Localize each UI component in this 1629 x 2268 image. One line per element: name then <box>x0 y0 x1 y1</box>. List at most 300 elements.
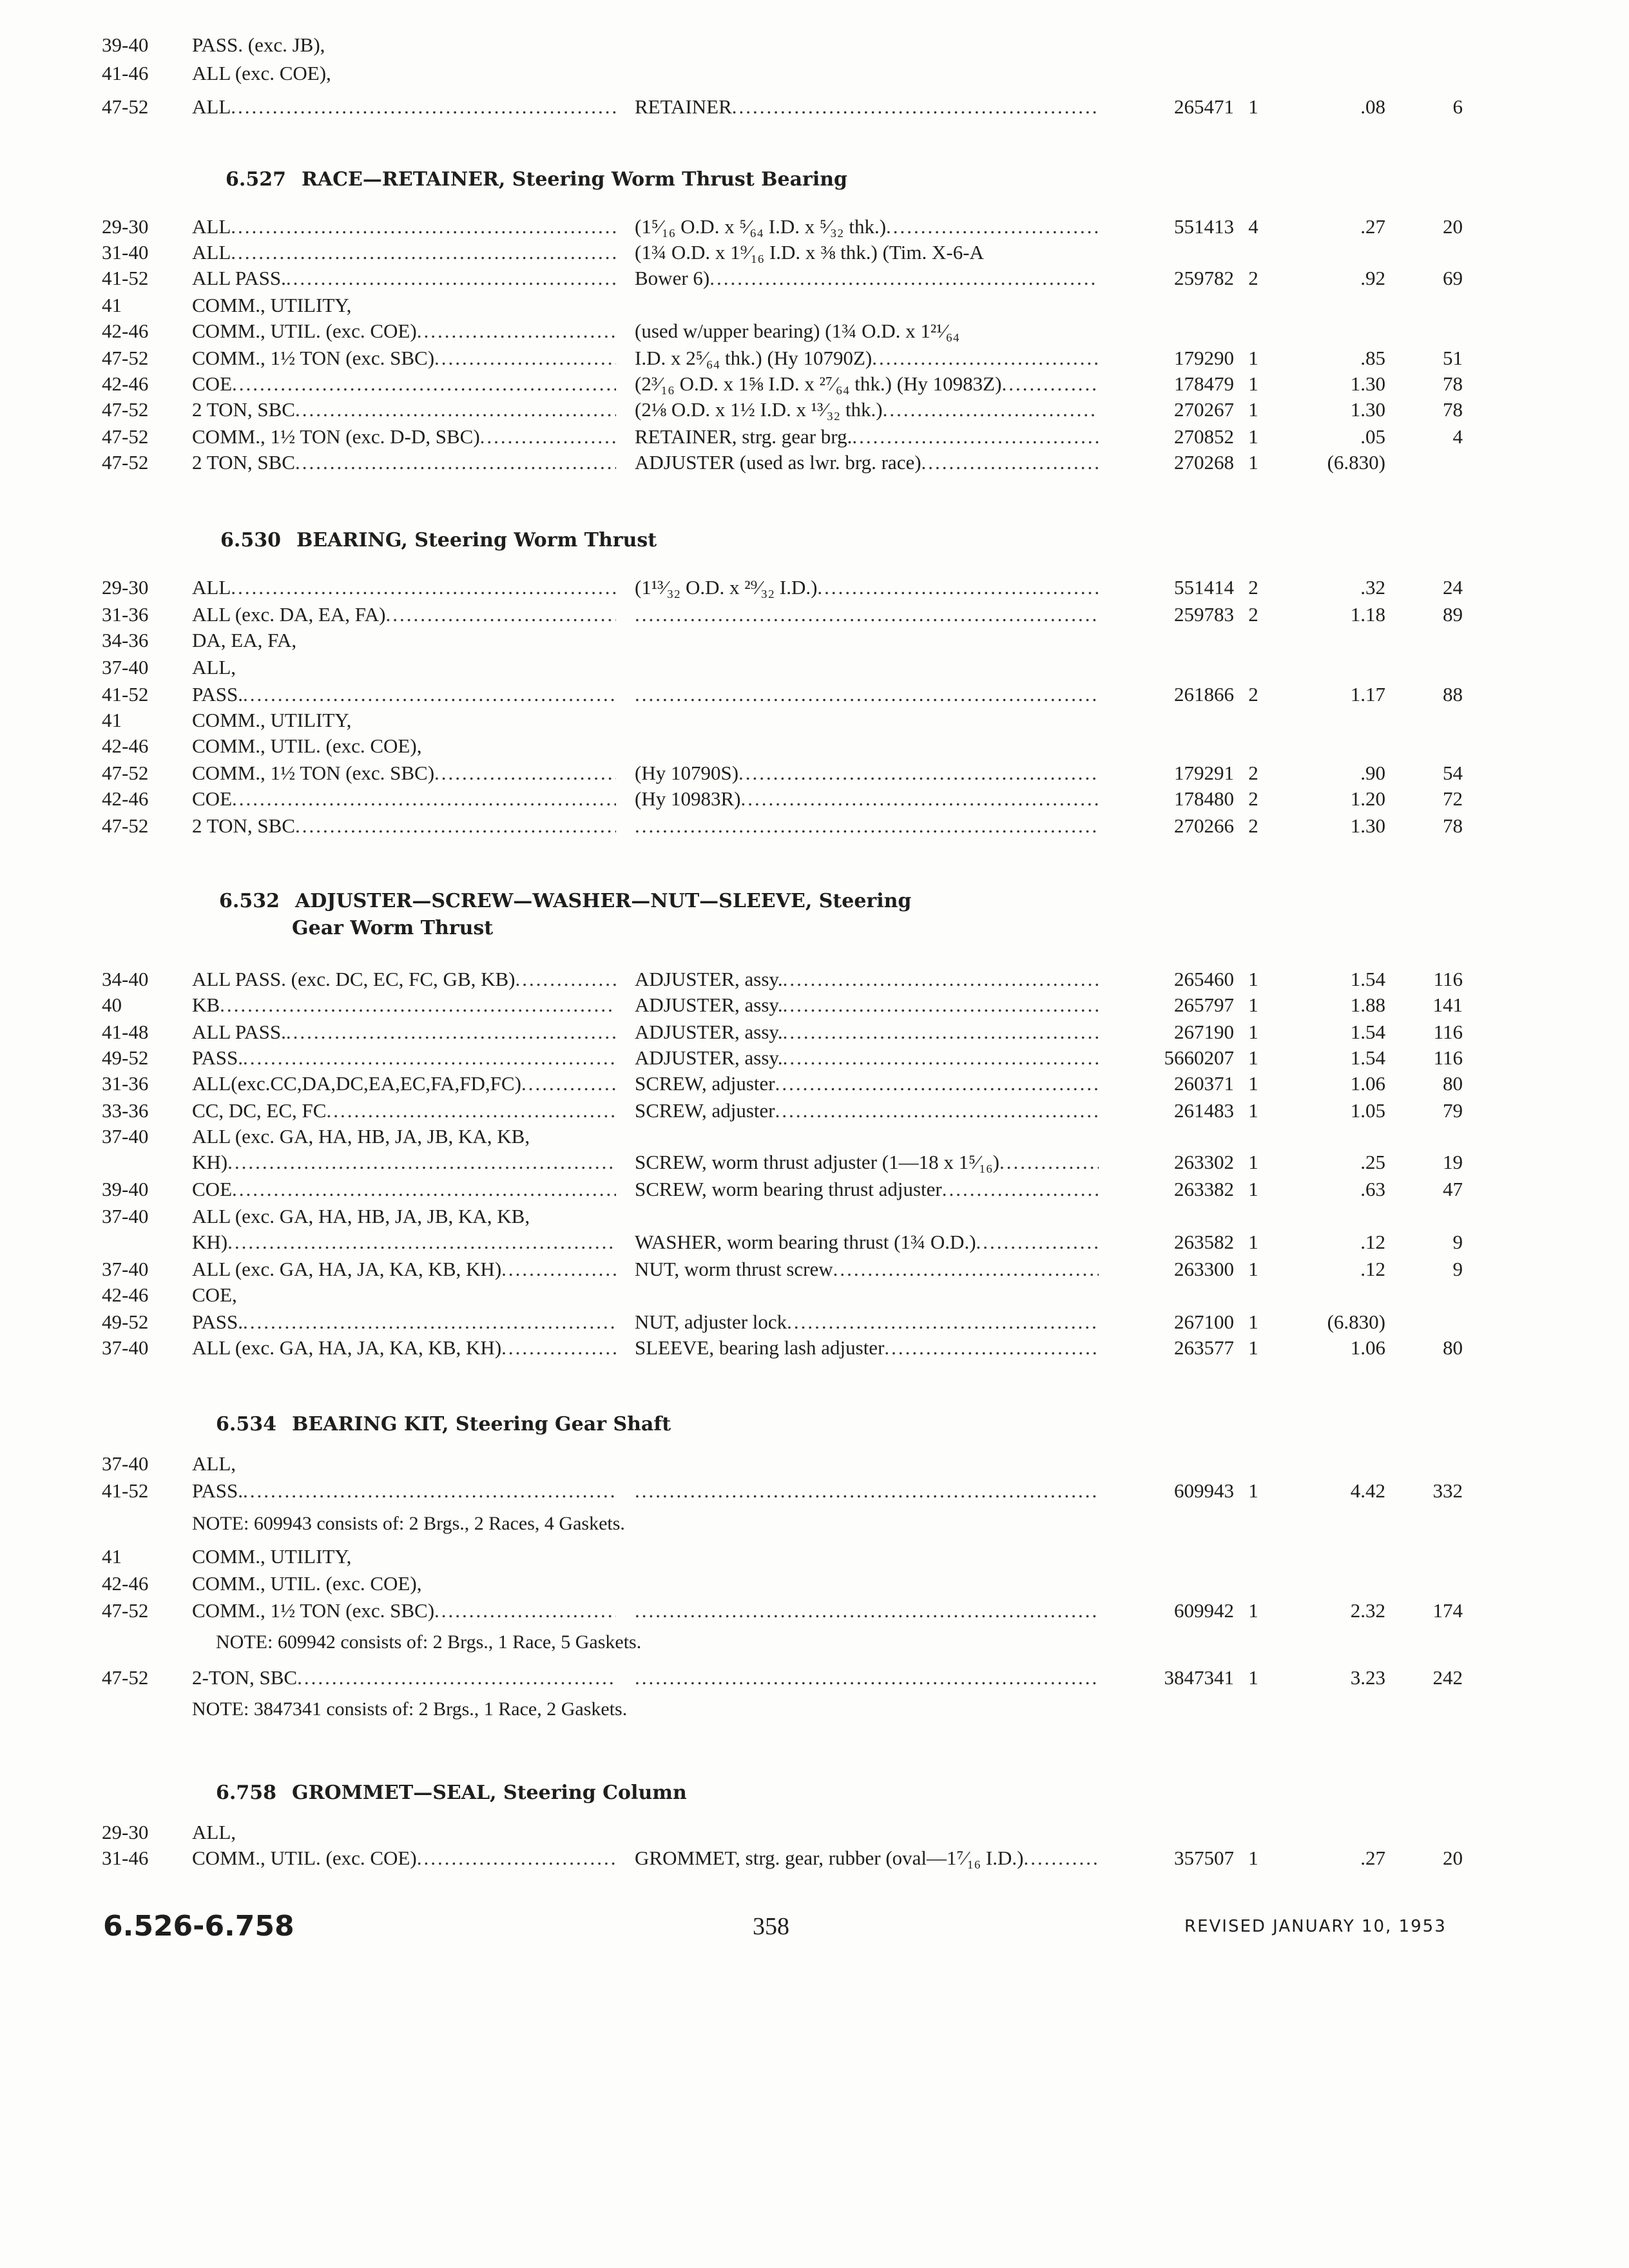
quantity: 1 <box>1248 1479 1258 1502</box>
table-row <box>0 1255 1629 1283</box>
model-years: 40 <box>102 994 122 1016</box>
quantity: 2 <box>1248 603 1258 626</box>
weight: 80 <box>1443 1072 1463 1095</box>
list-price: .27 <box>1360 1847 1385 1869</box>
list-price: 1.05 <box>1350 1099 1385 1122</box>
model-years: 42-46 <box>102 787 149 810</box>
list-price: 1.30 <box>1350 814 1385 837</box>
model-applicability: ALL PASS. ..... <box>192 264 616 293</box>
model-applicability: COMM., UTILITY, <box>192 709 352 731</box>
part-description: I.D. x 2⁵⁄₆₄ thk.) (Hy 10790Z) ..... <box>635 344 1099 372</box>
section-title: RACE—RETAINER, Steering Worm Thrust Bearing <box>301 168 847 191</box>
weight: 6 <box>1452 95 1463 118</box>
model-years: 37-40 <box>102 1336 149 1359</box>
quantity: 1 <box>1248 1151 1258 1173</box>
part-number: 263302 <box>1174 1151 1234 1173</box>
list-price: .12 <box>1360 1231 1385 1253</box>
weight: 9 <box>1452 1231 1463 1253</box>
part-description: SLEEVE, bearing lash adjuster ..... <box>635 1334 1099 1362</box>
table-row <box>0 1044 1629 1072</box>
part-number: 270266 <box>1174 814 1234 837</box>
table-row <box>0 1844 1629 1872</box>
quantity: 1 <box>1248 451 1258 474</box>
table-row <box>0 1175 1629 1204</box>
model-years: 41-52 <box>102 1479 149 1502</box>
table-row <box>0 785 1629 813</box>
part-number: 263582 <box>1174 1231 1234 1253</box>
part-number: 263382 <box>1174 1178 1234 1200</box>
list-price: 1.30 <box>1350 398 1385 421</box>
part-description: (Hy 10983R) ..... <box>635 785 1099 813</box>
model-applicability: 2 TON, SBC ..... <box>192 396 616 424</box>
list-price: 3.23 <box>1350 1666 1385 1689</box>
list-price: .90 <box>1360 762 1385 784</box>
part-description: WASHER, worm bearing thrust (1¾ O.D.) ..... <box>635 1228 1099 1256</box>
model-applicability: COMM., UTILITY, <box>192 294 352 316</box>
model-years: 47-52 <box>102 347 149 369</box>
list-price: 1.54 <box>1350 968 1385 990</box>
model-years: 49-52 <box>102 1311 149 1333</box>
weight: 24 <box>1443 576 1463 599</box>
part-number: 267100 <box>1174 1311 1234 1333</box>
table-row <box>0 317 1629 345</box>
table-row <box>0 680 1629 709</box>
model-applicability: ALL(exc.CC,DA,DC,EA,EC,FA,FD,FC) ..... <box>192 1070 616 1098</box>
table-row <box>0 264 1629 293</box>
list-price: .08 <box>1360 95 1385 118</box>
footer-page-number: 358 <box>753 1913 789 1940</box>
part-description <box>635 601 1099 629</box>
part-number: 265460 <box>1174 968 1234 990</box>
model-years: 34-40 <box>102 968 149 990</box>
section-title: ADJUSTER—SCREW—WASHER—NUT—SLEEVE, Steering <box>294 890 912 912</box>
part-description: (used w/upper bearing) (1¾ O.D. x 1²¹⁄₆₄ <box>635 320 960 342</box>
quantity: 1 <box>1248 1258 1258 1280</box>
quantity: 1 <box>1248 347 1258 369</box>
table-row <box>0 1202 1629 1231</box>
model-years: 31-40 <box>102 241 149 264</box>
weight: 4 <box>1452 425 1463 448</box>
weight: 79 <box>1443 1099 1463 1122</box>
quantity: 1 <box>1248 1599 1258 1622</box>
model-years: 41-52 <box>102 683 149 706</box>
quantity: 1 <box>1248 994 1258 1016</box>
part-description: ADJUSTER, assy. ..... <box>635 1018 1099 1046</box>
part-description: (2⅛ O.D. x 1½ I.D. x ¹³⁄₃₂ thk.) ..... <box>635 396 1099 424</box>
model-years: 42-46 <box>102 372 149 395</box>
model-years: 37-40 <box>102 1258 149 1280</box>
table-row <box>0 1097 1629 1125</box>
table-row <box>0 1570 1629 1598</box>
weight: 54 <box>1443 762 1463 784</box>
table-row <box>0 1664 1629 1692</box>
part-description: ADJUSTER, assy. ..... <box>635 991 1099 1019</box>
model-applicability: ALL, <box>192 1452 236 1475</box>
model-applicability: ALL (exc. GA, HA, JA, KA, KB, KH) ..... <box>192 1255 616 1283</box>
model-years: 47-52 <box>102 425 149 448</box>
part-description: (1¾ O.D. x 1⁹⁄₁₆ I.D. x ⅜ thk.) (Tim. X-6-A <box>635 241 984 264</box>
model-years: 33-36 <box>102 1099 149 1122</box>
table-row <box>0 1477 1629 1505</box>
model-years: 42-46 <box>102 1283 149 1306</box>
list-price: .27 <box>1360 215 1385 238</box>
model-applicability: COE ..... <box>192 785 616 813</box>
part-number: 179291 <box>1174 762 1234 784</box>
model-years: 34-36 <box>102 629 149 651</box>
part-number: 260371 <box>1174 1072 1234 1095</box>
part-description: RETAINER ..... <box>635 93 1099 121</box>
table-row <box>0 1597 1629 1625</box>
part-description: SCREW, adjuster ..... <box>635 1097 1099 1125</box>
model-applicability: ALL ..... <box>192 238 616 267</box>
model-applicability: COE ..... <box>192 370 616 398</box>
footer-section-range: 6.526-6.758 <box>103 1910 294 1943</box>
quantity: 2 <box>1248 267 1258 289</box>
model-years: 41 <box>102 709 122 731</box>
model-years: 29-30 <box>102 1821 149 1843</box>
model-years: 37-40 <box>102 1205 149 1227</box>
weight: 72 <box>1443 787 1463 810</box>
list-price: .25 <box>1360 1151 1385 1173</box>
weight: 174 <box>1432 1599 1463 1622</box>
section-number: 6.530 <box>220 529 281 552</box>
list-price: .32 <box>1360 576 1385 599</box>
weight: 78 <box>1443 372 1463 395</box>
model-years: 49-52 <box>102 1046 149 1069</box>
list-price: 4.42 <box>1350 1479 1385 1502</box>
list-price: 2.32 <box>1350 1599 1385 1622</box>
quantity: 2 <box>1248 576 1258 599</box>
weight: 9 <box>1452 1258 1463 1280</box>
model-years: 37-40 <box>102 1452 149 1475</box>
model-applicability: COMM., UTIL. (exc. COE) ..... <box>192 317 616 345</box>
model-years: 47-52 <box>102 762 149 784</box>
quantity: 1 <box>1248 95 1258 118</box>
quantity: 1 <box>1248 1231 1258 1253</box>
model-applicability: 2-TON, SBC ..... <box>192 1664 616 1692</box>
model-applicability: COE, <box>192 1283 237 1306</box>
model-applicability: 2 TON, SBC ..... <box>192 812 616 840</box>
model-applicability: KH) ..... <box>192 1148 616 1177</box>
part-description: Bower 6) ..... <box>635 264 1099 293</box>
model-applicability: ALL PASS. (exc. DC, EC, FC, GB, KB) ..... <box>192 965 616 994</box>
model-applicability: ALL (exc. GA, HA, HB, JA, JB, KA, KB, <box>192 1125 530 1148</box>
list-price: 1.88 <box>1350 994 1385 1016</box>
section-title: BEARING, Steering Worm Thrust <box>296 529 657 552</box>
part-description <box>635 812 1099 840</box>
section-number: 6.758 <box>216 1782 276 1804</box>
model-years: 42-46 <box>102 1572 149 1595</box>
quantity: 2 <box>1248 814 1258 837</box>
table-row <box>0 31 1629 59</box>
section-heading-6-534 <box>216 1411 671 1438</box>
table-row <box>0 370 1629 398</box>
kit-note-609942: NOTE: 609942 consists of: 2 Brgs., 1 Race, 5 Gaskets. <box>216 1631 642 1653</box>
part-number: 178480 <box>1174 787 1234 810</box>
model-applicability: ALL (exc. COE), <box>192 62 331 84</box>
part-number: 551414 <box>1174 576 1234 599</box>
part-description: ADJUSTER (used as lwr. brg. race) ..... <box>635 448 1099 477</box>
table-row <box>0 1018 1629 1046</box>
model-applicability: ALL, <box>192 656 236 678</box>
list-price: .92 <box>1360 267 1385 289</box>
part-number: 261483 <box>1174 1099 1234 1122</box>
weight: 116 <box>1433 968 1463 990</box>
model-applicability: COMM., 1½ TON (exc. SBC) ..... <box>192 344 616 372</box>
model-years: 29-30 <box>102 576 149 599</box>
model-applicability: PASS. (exc. JB), <box>192 34 325 56</box>
part-description: GROMMET, strg. gear, rubber (oval—1⁷⁄₁₆ I.D.) ..... <box>635 1844 1099 1872</box>
model-years: 42-46 <box>102 735 149 757</box>
section-heading-6-530 <box>220 527 657 554</box>
table-row <box>0 344 1629 372</box>
part-description: (1¹³⁄₃₂ O.D. x ²⁹⁄₃₂ I.D.) ..... <box>635 573 1099 602</box>
weight: 19 <box>1443 1151 1463 1173</box>
model-applicability: 2 TON, SBC ..... <box>192 448 616 477</box>
quantity: 1 <box>1248 425 1258 448</box>
quantity: 1 <box>1248 1336 1258 1359</box>
section-title: BEARING KIT, Steering Gear Shaft <box>291 1413 671 1436</box>
model-applicability: COMM., UTILITY, <box>192 1545 352 1568</box>
section-heading-6-758 <box>216 1780 687 1807</box>
part-description: SCREW, worm thrust adjuster (1—18 x 1⁵⁄₁₆) ..... <box>635 1148 1099 1177</box>
part-number: 3847341 <box>1164 1666 1234 1689</box>
part-description: SCREW, worm bearing thrust adjuster ..... <box>635 1175 1099 1204</box>
model-applicability: PASS. ..... <box>192 1477 616 1505</box>
part-number: 265797 <box>1174 994 1234 1016</box>
part-number: 178479 <box>1174 372 1234 395</box>
model-years: 41-52 <box>102 267 149 289</box>
quantity: 4 <box>1248 215 1258 238</box>
section-number: 6.532 <box>219 890 280 912</box>
quantity: 1 <box>1248 968 1258 990</box>
table-row <box>0 396 1629 424</box>
part-number: 270267 <box>1174 398 1234 421</box>
model-applicability: COE ..... <box>192 1175 616 1204</box>
part-description: RETAINER, strg. gear brg. ..... <box>635 423 1099 451</box>
model-years: 47-52 <box>102 1599 149 1622</box>
model-years: 37-40 <box>102 1125 149 1148</box>
weight: 80 <box>1443 1336 1463 1359</box>
model-years: 41-46 <box>102 62 149 84</box>
model-years: 39-40 <box>102 34 149 56</box>
model-years: 41 <box>102 294 122 316</box>
model-years: 31-36 <box>102 1072 149 1095</box>
list-price: 1.06 <box>1350 1072 1385 1095</box>
part-description: ADJUSTER, assy. ..... <box>635 1044 1099 1072</box>
quantity: 1 <box>1248 1072 1258 1095</box>
model-years: 47-52 <box>102 451 149 474</box>
table-row <box>0 653 1629 682</box>
quantity: 1 <box>1248 372 1258 395</box>
table-row <box>0 626 1629 655</box>
part-number: 261866 <box>1174 683 1234 706</box>
model-applicability: COMM., UTIL. (exc. COE), <box>192 1572 422 1595</box>
model-applicability: COMM., 1½ TON (exc. D-D, SBC) ..... <box>192 423 616 451</box>
part-description <box>635 680 1099 709</box>
table-row <box>0 573 1629 602</box>
quantity: 2 <box>1248 762 1258 784</box>
quantity: 2 <box>1248 683 1258 706</box>
model-years: 31-46 <box>102 1847 149 1869</box>
quantity: 1 <box>1248 1847 1258 1869</box>
model-applicability: PASS. ..... <box>192 1308 616 1336</box>
part-description: SCREW, adjuster ..... <box>635 1070 1099 1098</box>
model-applicability: ALL ..... <box>192 93 616 121</box>
part-description: (Hy 10790S) ..... <box>635 759 1099 787</box>
table-row <box>0 1542 1629 1571</box>
model-applicability: COMM., UTIL. (exc. COE) ..... <box>192 1844 616 1872</box>
section-title: GROMMET—SEAL, Steering Column <box>291 1782 687 1804</box>
model-applicability: ALL ..... <box>192 213 616 241</box>
part-number: 263577 <box>1174 1336 1234 1359</box>
table-row <box>0 732 1629 760</box>
table-row <box>0 1450 1629 1478</box>
quantity: 2 <box>1248 787 1258 810</box>
section-heading-6-527 <box>226 166 847 193</box>
list-price: 1.54 <box>1350 1021 1385 1043</box>
model-years: 39-40 <box>102 1178 149 1200</box>
part-number: 270852 <box>1174 425 1234 448</box>
part-number: 357507 <box>1174 1847 1234 1869</box>
section-title-line2: Gear Worm Thrust <box>292 917 494 939</box>
model-years: 41-48 <box>102 1021 149 1043</box>
section-heading-6-532 <box>219 888 911 915</box>
model-years: 31-36 <box>102 603 149 626</box>
table-row <box>0 1308 1629 1336</box>
part-number: 259782 <box>1174 267 1234 289</box>
weight: 141 <box>1432 994 1463 1016</box>
model-years: 29-30 <box>102 215 149 238</box>
weight: 47 <box>1443 1178 1463 1200</box>
part-number: 609943 <box>1174 1479 1234 1502</box>
table-row <box>0 965 1629 994</box>
list-price: .63 <box>1360 1178 1385 1200</box>
quantity: 1 <box>1248 1099 1258 1122</box>
quantity: 1 <box>1248 1311 1258 1333</box>
list-price: .12 <box>1360 1258 1385 1280</box>
model-applicability: ALL (exc. GA, HA, HB, JA, JB, KA, KB, <box>192 1205 530 1227</box>
part-description <box>635 1597 1099 1625</box>
list-price: 1.20 <box>1350 787 1385 810</box>
part-description: (2³⁄₁₆ O.D. x 1⅝ I.D. x ²⁷⁄₆₄ thk.) (Hy 10983Z) ..... <box>635 370 1099 398</box>
quantity: 1 <box>1248 398 1258 421</box>
weight: 116 <box>1433 1021 1463 1043</box>
model-years: 47-52 <box>102 814 149 837</box>
part-number: 5660207 <box>1164 1046 1234 1069</box>
table-row <box>0 1281 1629 1309</box>
table-row <box>0 238 1629 267</box>
weight: 78 <box>1443 814 1463 837</box>
model-applicability: ALL (exc. GA, HA, JA, KA, KB, KH) ..... <box>192 1334 616 1362</box>
model-applicability: CC, DC, EC, FC ..... <box>192 1097 616 1125</box>
model-applicability: DA, EA, FA, <box>192 629 297 651</box>
table-row <box>0 1148 1629 1177</box>
list-price: (6.830) <box>1327 1311 1385 1333</box>
model-years: 47-52 <box>102 398 149 421</box>
quantity: 1 <box>1248 1046 1258 1069</box>
kit-note-3847341: NOTE: 3847341 consists of: 2 Brgs., 1 Race, 2 Gaskets. <box>192 1698 628 1720</box>
list-price: 1.30 <box>1350 372 1385 395</box>
section-number: 6.534 <box>216 1413 276 1436</box>
model-applicability: ALL ..... <box>192 573 616 602</box>
part-description: NUT, worm thrust screw ..... <box>635 1255 1099 1283</box>
list-price: .05 <box>1360 425 1385 448</box>
footer-revised-date: REVISED JANUARY 10, 1953 <box>1184 1917 1447 1936</box>
table-row <box>0 601 1629 629</box>
part-number: 265471 <box>1174 95 1234 118</box>
model-years: 47-52 <box>102 1666 149 1689</box>
model-applicability: ALL, <box>192 1821 236 1843</box>
model-years: 42-46 <box>102 320 149 342</box>
weight: 89 <box>1443 603 1463 626</box>
list-price: 1.54 <box>1350 1046 1385 1069</box>
part-description: NUT, adjuster lock ..... <box>635 1308 1099 1336</box>
section-heading-6-532-line2 <box>292 915 493 942</box>
model-years: 37-40 <box>102 656 149 678</box>
table-row <box>0 1228 1629 1256</box>
table-row <box>0 213 1629 241</box>
weight: 51 <box>1443 347 1463 369</box>
part-number: 263300 <box>1174 1258 1234 1280</box>
part-number: 179290 <box>1174 347 1234 369</box>
part-number: 259783 <box>1174 603 1234 626</box>
part-description: ADJUSTER, assy. ..... <box>635 965 1099 994</box>
part-number: 551413 <box>1174 215 1234 238</box>
model-applicability: PASS. ..... <box>192 1044 616 1072</box>
list-price: 1.06 <box>1350 1336 1385 1359</box>
part-description <box>635 1477 1099 1505</box>
table-row <box>0 1334 1629 1362</box>
model-applicability: COMM., UTIL. (exc. COE), <box>192 735 422 757</box>
model-applicability: KB ..... <box>192 991 616 1019</box>
weight: 116 <box>1433 1046 1463 1069</box>
model-applicability: PASS. ..... <box>192 680 616 709</box>
part-number: 267190 <box>1174 1021 1234 1043</box>
kit-note-609943: NOTE: 609943 consists of: 2 Brgs., 2 Races, 4 Gaskets. <box>192 1513 625 1534</box>
part-description <box>635 1664 1099 1692</box>
part-description: (1⁵⁄₁₆ O.D. x ⁵⁄₆₄ I.D. x ⁵⁄₃₂ thk.) ..... <box>635 213 1099 241</box>
model-years: 41 <box>102 1545 122 1568</box>
table-row <box>0 448 1629 477</box>
weight: 332 <box>1432 1479 1463 1502</box>
weight: 88 <box>1443 683 1463 706</box>
weight: 78 <box>1443 398 1463 421</box>
quantity: 1 <box>1248 1021 1258 1043</box>
table-row <box>0 1070 1629 1098</box>
table-row <box>0 991 1629 1019</box>
model-applicability: ALL (exc. DA, EA, FA) ..... <box>192 601 616 629</box>
model-applicability: COMM., 1½ TON (exc. SBC) ..... <box>192 1597 616 1625</box>
list-price: 1.18 <box>1350 603 1385 626</box>
model-applicability: ALL PASS. ..... <box>192 1018 616 1046</box>
table-row <box>0 1818 1629 1847</box>
table-row <box>0 93 1629 121</box>
list-price: .85 <box>1360 347 1385 369</box>
quantity: 1 <box>1248 1178 1258 1200</box>
table-row <box>0 291 1629 320</box>
part-number: 609942 <box>1174 1599 1234 1622</box>
section-number: 6.527 <box>226 168 286 191</box>
weight: 69 <box>1443 267 1463 289</box>
model-applicability: KH) ..... <box>192 1228 616 1256</box>
model-years: 47-52 <box>102 95 149 118</box>
table-row <box>0 59 1629 88</box>
weight: 20 <box>1443 215 1463 238</box>
table-row <box>0 1122 1629 1151</box>
weight: 20 <box>1443 1847 1463 1869</box>
table-row <box>0 759 1629 787</box>
